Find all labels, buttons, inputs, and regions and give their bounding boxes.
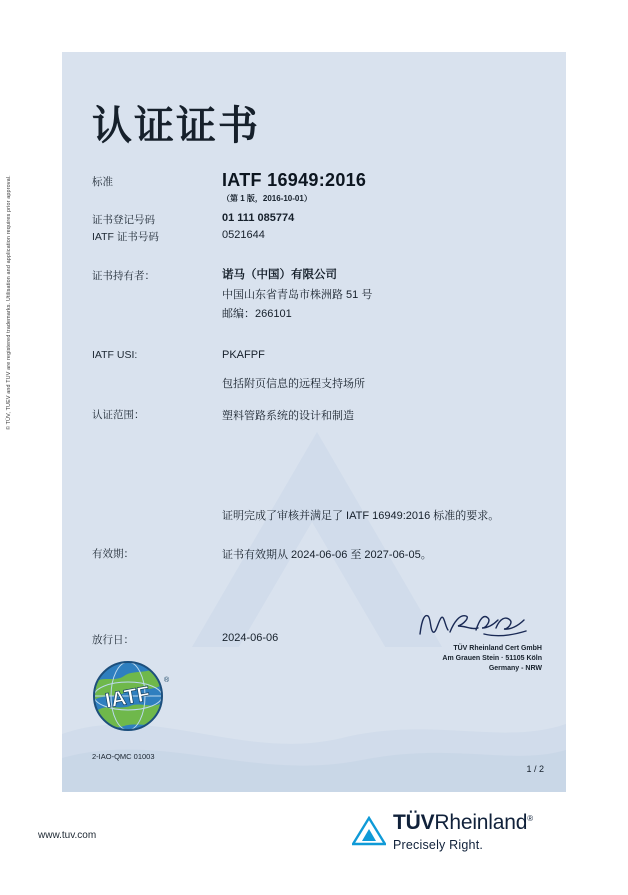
standard-label: 标准 — [92, 176, 113, 188]
usi-value: PKAFPF — [222, 349, 265, 361]
holder-address-line2: 邮编：266101 — [222, 308, 292, 320]
issuer-street: Am Grauen Stein · 51105 Köln — [442, 655, 542, 663]
brand-rheinland: Rheinland — [434, 811, 528, 834]
issuer-region: Germany - NRW — [488, 665, 542, 673]
holder-label: 证书持有者： — [92, 270, 155, 282]
usi-label: IATF USI: — [92, 349, 138, 361]
certificate-sheet — [62, 52, 566, 792]
standard-edition: （第 1 版，2016-10-01） — [222, 194, 312, 203]
validity-value: 证书有效期从 2024-06-06 至 2027-06-05。 — [222, 549, 432, 561]
page-title: 认证证书 — [92, 104, 260, 148]
iatf-certificate-value: 0521644 — [222, 229, 265, 241]
iatf-logo-icon — [86, 652, 174, 740]
tuv-triangle-icon — [352, 816, 386, 851]
conformity-statement: 证明完成了审核并满足了 IATF 16949:2016 标准的要求。 — [222, 510, 500, 522]
brand-claim: Precisely Right. — [393, 838, 484, 852]
page-number: 1 / 2 — [526, 764, 544, 774]
issue-date-value: 2024-06-06 — [222, 632, 279, 644]
tuv-rheinland-logo — [352, 812, 533, 852]
brand-tuv: TÜV — [393, 811, 435, 834]
issue-date-label: 放行日： — [92, 634, 134, 646]
iatf-certificate-label: IATF 证书号码 — [92, 231, 159, 243]
usi-note: 包括附页信息的远程支持场所 — [222, 378, 365, 390]
scope-label: 认证范围： — [92, 409, 145, 421]
logo-code: 2-IAO-QMC 01003 — [92, 752, 155, 761]
signature-icon — [392, 604, 542, 649]
issuer-address — [362, 644, 542, 674]
standard-name: IATF 16949:2016 — [222, 170, 367, 190]
holder-name: 诺马（中国）有限公司 — [222, 269, 337, 281]
svg-text:IATF: IATF — [103, 682, 152, 713]
holder-address-line1: 中国山东省青岛市株洲路 51 号 — [222, 289, 373, 301]
svg-text:®: ® — [164, 677, 170, 684]
registration-label: 证书登记号码 — [92, 214, 155, 226]
registered-trademark-icon: ® — [527, 814, 533, 823]
issuer-company: TÜV Rheinland Cert GmbH — [453, 645, 542, 652]
registration-value: 01 111 085774 — [222, 212, 295, 224]
scope-value: 塑料管路系统的设计和制造 — [222, 410, 354, 422]
copyright-notice: © TÜV, TUEV and TUV are registered trademarks. Utilisation and application requires prior approval. — [6, 175, 12, 430]
website-url[interactable]: www.tuv.com — [38, 830, 97, 841]
validity-label: 有效期： — [92, 548, 134, 560]
